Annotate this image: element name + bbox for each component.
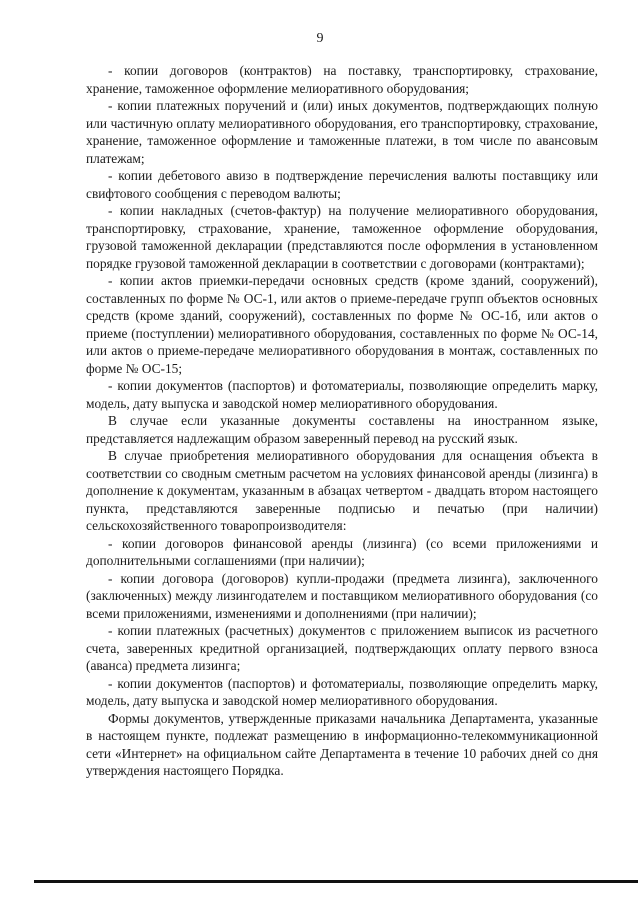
document-body xyxy=(86,62,598,780)
list-item-purchase-contracts-copies: - копии договора (договоров) купли-продажи (предмета лизинга), заключенного (заключенных) между лизингодателем и поставщиком мелиоративного оборудования (со всеми приложениями, изменениями и дополнениями (при наличии); xyxy=(86,570,598,621)
list-item-leasing-passports-photos: - копии документов (паспортов) и фотоматериалы, позволяющие определить марку, модель, дату выпуска и заводской номер мелиоративного оборудования. xyxy=(86,675,598,708)
paragraph-forms-publication: Формы документов, утвержденные приказами начальника Департамента, указанные в настоящем пункте, подлежат размещению в информационно-телекоммуникационной сети «Интернет» на официальном сайте Департамента в течение 10 рабочих дней со дня утверждения настоящего Порядка. xyxy=(86,710,598,778)
list-item-passports-photos: - копии документов (паспортов) и фотоматериалы, позволяющие определить марку, модель, дату выпуска и заводской номер мелиоративного оборудования. xyxy=(86,378,598,411)
bottom-rule xyxy=(34,880,638,883)
list-item-payment-orders-copies: - копии платежных поручений и (или) иных документов, подтверждающих полную или частичную оплату мелиоративного оборудования, его транспортировку, страхование, хранение, таможенное оформление и таможенные платежи, в том числе по авансовым платежам; xyxy=(86,98,598,166)
list-item-acceptance-acts-copies: - копии актов приемки-передачи основных средств (кроме зданий, сооружений), составленных по форме № ОС-1, или актов о приеме-передаче групп объектов основных средств (кроме зданий, сооружений), составленных по форме № ОС-1б, или актов о приеме (поступлении) мелиоративного оборудования, составленных по форме № ОС-14, или актов о приеме-передаче мелиоративного оборудования в монтаж, составленных по форме № ОС-15; xyxy=(86,273,598,376)
list-item-contracts-copies: - копии договоров (контрактов) на поставку, транспортировку, страхование, хранение, таможенное оформление мелиоративного оборудования; xyxy=(86,63,598,96)
list-item-leasing-contracts-copies: - копии договоров финансовой аренды (лизинга) (со всеми приложениями и дополнительными соглашениями (при наличии); xyxy=(86,535,598,568)
page-number: 9 xyxy=(316,31,324,46)
paragraph-leasing-condition: В случае приобретения мелиоративного оборудования для оснащения объекта в соответствии со сводным сметным расчетом на условиях финансовой аренды (лизинга) в дополнение к документам, указанным в абзацах четвертом - двадцать втором настоящего пункта, представляются заверенные подписью и печатью (при наличии) сельскохозяйственного товаропроизводителя: xyxy=(86,448,598,533)
list-item-debit-advice-copies: - копии дебетового авизо в подтверждение перечисления валюты поставщику или свифтового сообщения с переводом валюты; xyxy=(86,168,598,201)
paragraph-foreign-language-translation: В случае если указанные документы составлены на иностранном языке, представляется надлежащим образом заверенный перевод на русский язык. xyxy=(86,413,598,446)
list-item-payment-documents-copies: - копии платежных (расчетных) документов с приложением выписок из расчетного счета, заверенных кредитной организацией, подтверждающих оплату первого взноса (аванса) предмета лизинга; xyxy=(86,623,598,673)
list-item-invoices-copies: - копии накладных (счетов-фактур) на получение мелиоративного оборудования, транспортировку, страхование, хранение, таможенное оформление оборудования, грузовой таможенной декларации (представляются после оформления в установленном порядке грузовой таможенной декларации в соответствии с договорами (контрактами); xyxy=(86,203,598,271)
